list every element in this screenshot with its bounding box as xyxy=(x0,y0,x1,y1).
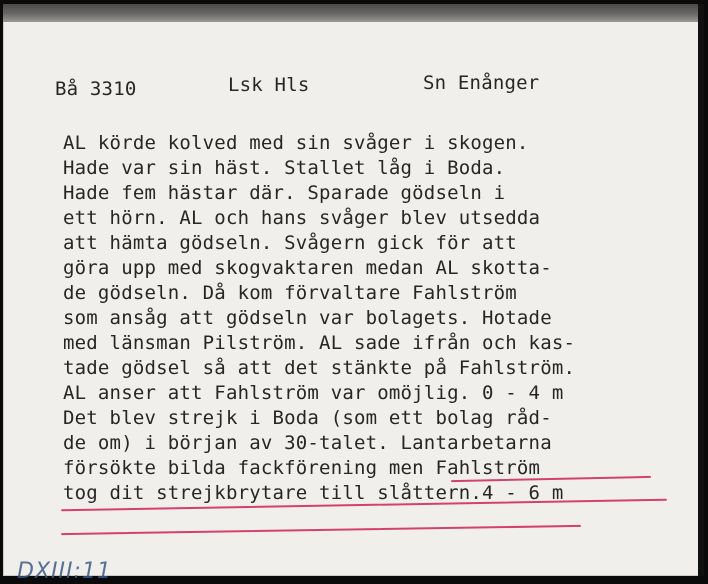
card-code: Bå 3310 xyxy=(55,78,137,100)
handwritten-reference: DXIII:11 xyxy=(17,559,112,584)
body-line: göra upp med skogvaktaren medan AL skotta- xyxy=(63,257,552,279)
body-line: Hade var sin häst. Stallet låg i Boda. xyxy=(63,157,506,179)
archive-card xyxy=(3,4,704,584)
body-line: tade gödsel så att det stänkte på Fahlström. xyxy=(63,357,576,379)
card-top-edge xyxy=(3,4,704,22)
card-parish: Sn Enånger xyxy=(423,72,540,94)
body-line: de om) i början av 30-talet. Lantarbetarna xyxy=(63,432,552,454)
body-line: AL körde kolved med sin svåger i skogen. xyxy=(63,132,529,154)
body-line: att hämta gödseln. Svågern gick för att xyxy=(63,232,517,254)
body-line: Hade fem hästar där. Sparade gödseln i xyxy=(63,182,506,204)
body-line: tog dit strejkbrytare till slåttern.4 - 6 m xyxy=(63,482,564,504)
body-line: med länsman Pilström. AL sade ifrån och kas- xyxy=(63,332,576,354)
red-underline xyxy=(61,525,581,535)
card-lsk: Lsk Hls xyxy=(228,74,310,96)
card-right-edge xyxy=(698,4,704,576)
body-line: Det blev strejk i Boda (som ett bolag råd- xyxy=(63,407,552,429)
body-line: ett hörn. AL och hans svåger blev utsedda xyxy=(63,207,541,229)
body-line: AL anser att Fahlström var omöjlig. 0 - 4 m xyxy=(63,382,564,404)
body-line: de gödseln. Då kom förvaltare Fahlström xyxy=(63,282,517,304)
body-line: försökte bilda fackförening men Fahlström xyxy=(63,457,541,479)
body-line: som ansåg att gödseln var bolagets. Hotade xyxy=(63,307,552,329)
